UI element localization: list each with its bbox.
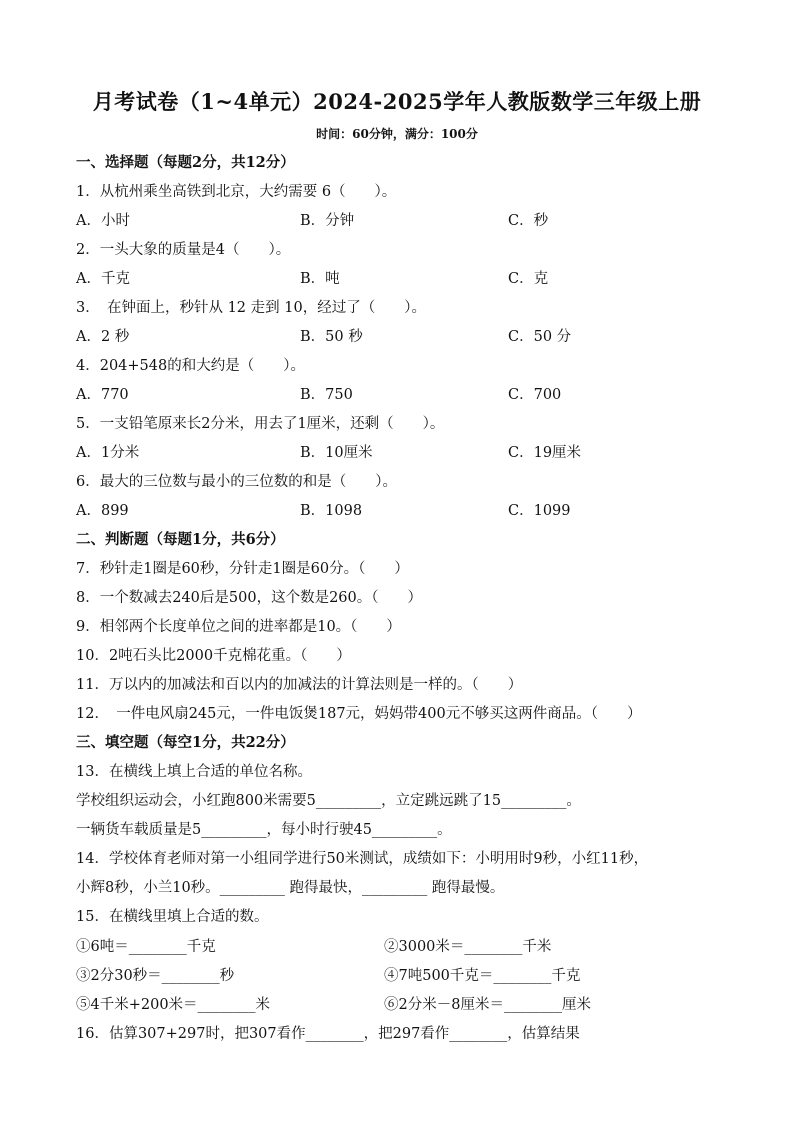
fill-blank-line: 小辉8秒，小兰10秒。_________ 跑得最快，_________ 跑得最慢。 bbox=[76, 880, 505, 896]
question-stem: 14．学校体育老师对第一小组同学进行50米测试，成绩如下：小明用时9秒，小红11秒， bbox=[76, 851, 649, 867]
true-false-item: 8．一个数减去240后是500，这个数是260。（ ） bbox=[76, 590, 423, 606]
option-c: C．19厘米 bbox=[508, 445, 582, 461]
section-heading-true-false: 二、判断题（每题1分，共6分） bbox=[76, 531, 285, 548]
conversion-item: ②3000米＝________千米 bbox=[384, 939, 552, 955]
option-c: C．50 分 bbox=[508, 329, 572, 345]
question-stem: 3． 在钟面上，秒针从 12 走到 10，经过了（ ）。 bbox=[76, 300, 426, 316]
page-title: 月考试卷（1~4单元）2024-2025学年人教版数学三年级上册 bbox=[92, 89, 702, 114]
fill-blank-line: 一辆货车载质量是5_________，每小时行驶45_________。 bbox=[76, 822, 452, 838]
question-stem: 2．一头大象的质量是4（ ）。 bbox=[76, 242, 291, 258]
option-c: C．秒 bbox=[508, 213, 549, 229]
question-stem: 15．在横线里填上合适的数。 bbox=[76, 909, 269, 925]
option-b: B．分钟 bbox=[300, 213, 355, 229]
true-false-item: 11．万以内的加减法和百以内的加减法的计算法则是一样的。（ ） bbox=[76, 677, 523, 693]
conversion-item: ③2分30秒＝________秒 bbox=[76, 968, 235, 984]
question-stem: 1．从杭州乘坐高铁到北京，大约需要 6（ ）。 bbox=[76, 184, 397, 200]
option-b: B．吨 bbox=[300, 271, 340, 287]
true-false-item: 12． 一件电风扇245元，一件电饭煲187元，妈妈带400元不够买这两件商品。（ ） bbox=[76, 706, 642, 722]
conversion-item: ⑤4千米+200米＝________米 bbox=[76, 997, 271, 1013]
option-a: A．小时 bbox=[76, 213, 130, 229]
conversion-item: ④7吨500千克＝________千克 bbox=[384, 968, 581, 984]
option-a: A．899 bbox=[76, 503, 129, 519]
option-a: A．千克 bbox=[76, 271, 130, 287]
question-stem: 13．在横线上填上合适的单位名称。 bbox=[76, 764, 312, 780]
option-a: A．770 bbox=[76, 387, 129, 403]
section-heading-fill-blank: 三、填空题（每空1分，共22分） bbox=[76, 734, 295, 751]
option-b: B．10厘米 bbox=[300, 445, 373, 461]
conversion-item: ⑥2分米－8厘米＝________厘米 bbox=[384, 997, 591, 1013]
conversion-item: ①6吨＝________千克 bbox=[76, 939, 216, 955]
exam-info: 时间：60分钟，满分：100分 bbox=[316, 127, 478, 141]
question-stem: 5．一支铅笔原来长2分米，用去了1厘米，还剩（ ）。 bbox=[76, 416, 445, 432]
true-false-item: 10．2吨石头比2000千克棉花重。（ ） bbox=[76, 648, 351, 664]
question-stem: 4．204+548的和大约是（ ）。 bbox=[76, 358, 305, 374]
option-c: C．700 bbox=[508, 387, 562, 403]
true-false-item: 7．秒针走1圈是60秒，分针走1圈是60分。（ ） bbox=[76, 561, 409, 577]
question-stem: 16．估算307+297时，把307看作________，把297看作________，估算结果 bbox=[76, 1026, 580, 1042]
option-b: B．50 秒 bbox=[300, 329, 363, 345]
option-b: B．750 bbox=[300, 387, 353, 403]
option-a: A．1分米 bbox=[76, 445, 140, 461]
option-c: C．1099 bbox=[508, 503, 571, 519]
true-false-item: 9．相邻两个长度单位之间的进率都是10。（ ） bbox=[76, 619, 401, 635]
section-heading-choice: 一、选择题（每题2分，共12分） bbox=[76, 154, 295, 171]
question-stem: 6．最大的三位数与最小的三位数的和是（ ）。 bbox=[76, 474, 397, 490]
fill-blank-line: 学校组织运动会，小红跑800米需要5_________，立定跳远跳了15_________。 bbox=[76, 793, 581, 809]
option-c: C．克 bbox=[508, 271, 549, 287]
option-b: B．1098 bbox=[300, 503, 363, 519]
option-a: A．2 秒 bbox=[76, 329, 130, 345]
